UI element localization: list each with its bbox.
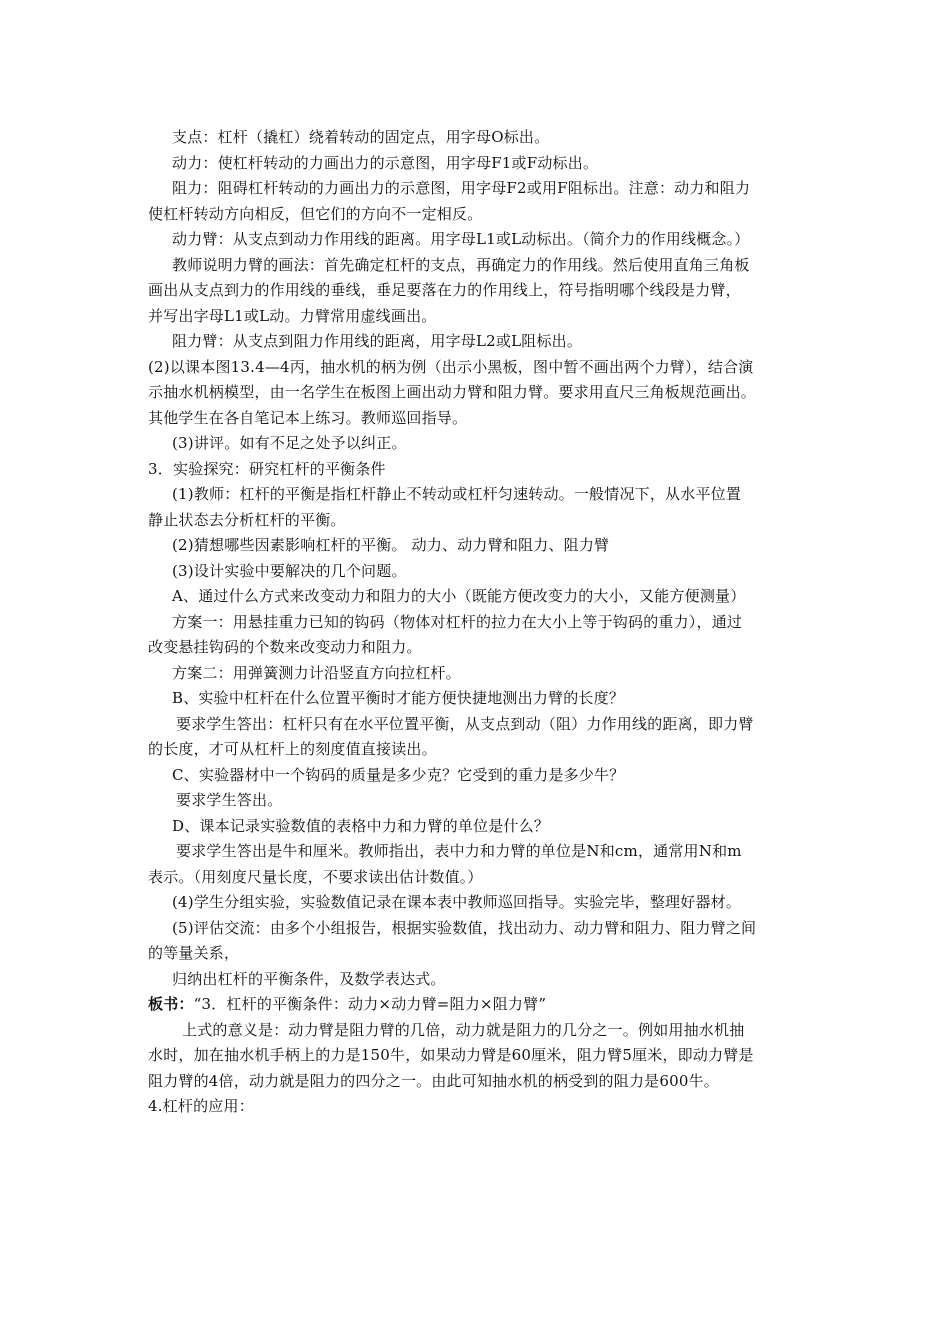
text-line: 上式的意义是：动力臂是阻力臂的几倍，动力就是阻力的几分之一。例如用抽水机抽 [182, 1020, 745, 1039]
text-line: 其他学生在各自笔记本上练习。教师巡回指导。 [148, 408, 468, 427]
text-line: 归纳出杠杆的平衡条件，及数学表达式。 [172, 969, 446, 988]
text-line: 改变悬挂钩码的个数来改变动力和阻力。 [148, 638, 422, 656]
text-line: 动力臂：从支点到动力作用线的距离。用字母L1或L动标出。（简介力的作用线概念。） [172, 230, 750, 248]
text-line: 示抽水机柄模型，由一名学生在板图上画出动力臂和阻力臂。要求用直尺三角板规范画出。 [148, 383, 757, 401]
text-line: 要求学生答出是牛和厘米。教师指出，表中力和力臂的单位是N和cm，通常用N和m [176, 842, 742, 860]
text-line: 阻力臂的4倍，动力就是阻力的四分之一。由此可知抽水机的柄受到的阻力是600牛。 [148, 1071, 719, 1090]
text-line: 表示。（用刻度尺量长度，不要求读出估计数值。） [148, 867, 483, 886]
text-line: 方案二：用弹簧测力计沿竖直方向拉杠杆。 [172, 663, 461, 682]
text-line: (5)评估交流：由多个小组报告，根据实验数值，找出动力、动力臂和阻力、阻力臂之间 [172, 918, 757, 937]
text-line: (4)学生分组实验，实验数值记录在课本表中教师巡回指导。实验完毕，整理好器材。 [172, 893, 742, 911]
text-line: D、课本记录实验数值的表格中力和力臂的单位是什么？ [172, 816, 550, 835]
text-line: 水时，加在抽水机手柄上的力是150牛，如果动力臂是60厘米，阻力臂5厘米，即动力臂是 [148, 1046, 754, 1064]
text-line: 动力：使杠杆转动的力画出力的示意图，用字母F1或F动标出。 [172, 153, 599, 172]
text-line: (1)教师：杠杆的平衡是指杠杆静止不转动或杠杆匀速转动。一般情况下，从水平位置 [172, 485, 742, 503]
board-formula: “3．杠杆的平衡条件：动力×动力臂=阻力×阻力臂” [193, 995, 547, 1013]
text-line: 的等量关系， [148, 944, 240, 962]
text-line: (2)猜想哪些因素影响杠杆的平衡。 动力、动力臂和阻力、阻力臂 [172, 536, 610, 554]
text-line: 阻力：阻碍杠杆转动的力画出力的示意图，用字母F2或用F阻标出。注意：动力和阻力 [172, 179, 751, 197]
text-line: 阻力臂：从支点到阻力作用线的距离，用字母L2或L阻标出。 [172, 332, 583, 350]
section-heading: 3．实验探究：研究杠杆的平衡条件 [148, 459, 386, 478]
document-body [148, 125, 808, 1120]
text-line: 的长度，才可从杠杆上的刻度值直接读出。 [148, 740, 437, 758]
text-line: 要求学生答出：杠杆只有在水平位置平衡，从支点到动（阻）力作用线的距离，即力臂 [176, 714, 754, 733]
board-label: 板书： [148, 995, 194, 1013]
text-line: (3)设计实验中要解决的几个问题。 [172, 561, 407, 580]
board-line [148, 992, 808, 1018]
text-line: 画出从支点到力的作用线的垂线，垂足要落在力的作用线上，符号指明哪个线段是力臂， [148, 281, 741, 299]
text-line: 要求学生答出。 [176, 791, 283, 809]
text-line: (2)以课本图13.4—4丙，抽水机的柄为例（出示小黑板，图中暂不画出两个力臂），结合演 [148, 357, 754, 376]
text-line: 使杠杆转动方向相反，但它们的方向不一定相反。 [148, 204, 483, 223]
text-line: 静止状态去分析杠杆的平衡。 [148, 510, 346, 529]
text-line: 方案一：用悬挂重力已知的钩码（物体对杠杆的拉力在大小上等于钩码的重力），通过 [172, 612, 743, 631]
section-heading: 4.杠杆的应用： [148, 1097, 254, 1115]
text-line: (3)讲评。如有不足之处予以纠正。 [172, 434, 407, 452]
text-line: B、实验中杠杆在什么位置平衡时才能方便快捷地测出力臂的长度？ [172, 689, 625, 707]
text-line: 支点：杠杆（撬杠）绕着转动的固定点，用字母O标出。 [172, 128, 550, 146]
text-line: 并写出字母L1或L动。力臂常用虚线画出。 [148, 306, 437, 325]
text-line: A、通过什么方式来改变动力和阻力的大小（既能方便改变力的大小，又能方便测量） [172, 587, 746, 605]
text-line: C、实验器材中一个钩码的质量是多少克？它受到的重力是多少牛？ [172, 765, 625, 784]
text-line: 教师说明力臂的画法：首先确定杠杆的支点，再确定力的作用线。然后使用直角三角板 [172, 255, 750, 274]
